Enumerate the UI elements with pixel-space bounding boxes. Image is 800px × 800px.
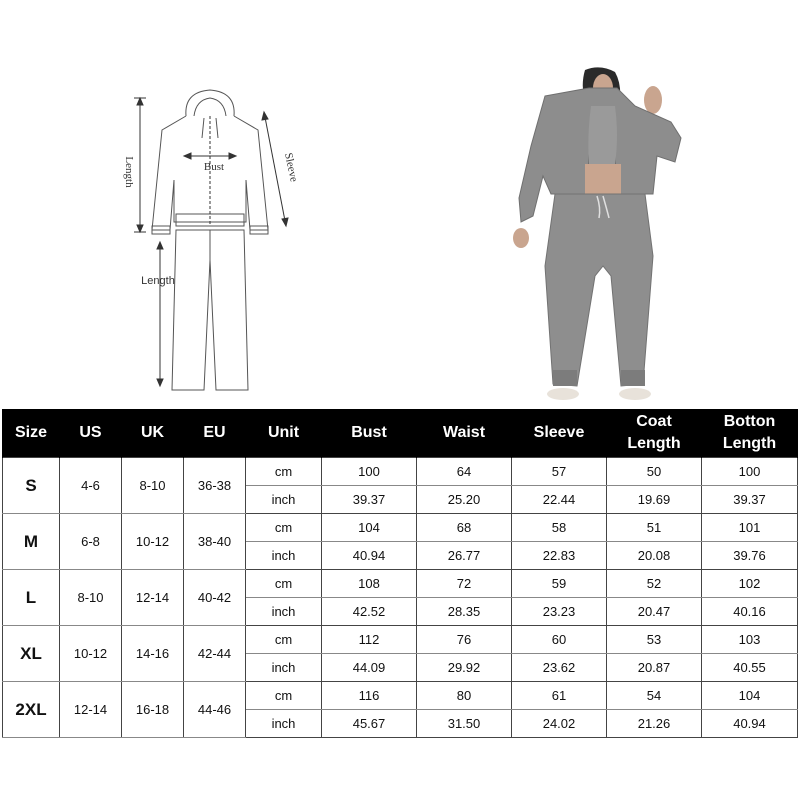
table-row xyxy=(3,626,798,654)
uk-cell: 14-16 xyxy=(122,626,184,682)
unit-cell: cm xyxy=(246,458,322,486)
sleeve-cell: 24.02 xyxy=(512,710,607,738)
table-row xyxy=(3,458,798,486)
coat-length-cell: 52 xyxy=(607,570,702,598)
header-uk: UK xyxy=(122,409,184,458)
bust-cell: 116 xyxy=(322,682,417,710)
bust-cell: 112 xyxy=(322,626,417,654)
sleeve-cell: 22.83 xyxy=(512,542,607,570)
us-cell: 10-12 xyxy=(60,626,122,682)
header-bust: Bust xyxy=(322,409,417,458)
header-bottom-length-line2: Length xyxy=(722,435,777,452)
header-bottom-length xyxy=(702,409,798,458)
header-eu: EU xyxy=(184,409,246,458)
size-cell: 2XL xyxy=(3,682,60,738)
waist-cell: 26.77 xyxy=(417,542,512,570)
bottom-length-cell: 39.37 xyxy=(702,486,798,514)
bust-cell: 45.67 xyxy=(322,710,417,738)
waist-cell: 28.35 xyxy=(417,598,512,626)
waist-cell: 64 xyxy=(417,458,512,486)
us-cell: 6-8 xyxy=(60,514,122,570)
bust-label: Bust xyxy=(203,161,225,173)
length-top-label: Length xyxy=(123,156,135,188)
size-cell: S xyxy=(3,458,60,514)
length-bottom-label: Length xyxy=(141,275,175,287)
us-cell: 12-14 xyxy=(60,682,122,738)
coat-length-cell: 21.26 xyxy=(607,710,702,738)
unit-cell: inch xyxy=(246,654,322,682)
coat-length-cell: 20.47 xyxy=(607,598,702,626)
us-cell: 8-10 xyxy=(60,570,122,626)
sleeve-cell: 23.62 xyxy=(512,654,607,682)
header-coat-length-line1: Coat xyxy=(636,413,672,430)
unit-cell: inch xyxy=(246,542,322,570)
eu-cell: 36-38 xyxy=(184,458,246,514)
header-coat-length-line2: Length xyxy=(627,435,681,452)
us-cell: 4-6 xyxy=(60,458,122,514)
unit-cell: inch xyxy=(246,598,322,626)
bottom-length-cell: 103 xyxy=(702,626,798,654)
garment-measurement-diagram xyxy=(100,80,320,400)
unit-cell: inch xyxy=(246,710,322,738)
unit-cell: cm xyxy=(246,570,322,598)
bust-cell: 40.94 xyxy=(322,542,417,570)
waist-cell: 29.92 xyxy=(417,654,512,682)
uk-cell: 8-10 xyxy=(122,458,184,514)
bust-cell: 44.09 xyxy=(322,654,417,682)
eu-cell: 44-46 xyxy=(184,682,246,738)
bust-cell: 42.52 xyxy=(322,598,417,626)
waist-cell: 31.50 xyxy=(417,710,512,738)
product-photo xyxy=(505,66,695,404)
bottom-length-cell: 102 xyxy=(702,570,798,598)
bust-cell: 108 xyxy=(322,570,417,598)
bust-cell: 100 xyxy=(322,458,417,486)
coat-length-cell: 20.87 xyxy=(607,654,702,682)
waist-cell: 68 xyxy=(417,514,512,542)
coat-length-cell: 20.08 xyxy=(607,542,702,570)
eu-cell: 42-44 xyxy=(184,626,246,682)
table-row xyxy=(3,514,798,542)
bottom-length-cell: 40.94 xyxy=(702,710,798,738)
coat-length-cell: 50 xyxy=(607,458,702,486)
sleeve-cell: 57 xyxy=(512,458,607,486)
coat-length-cell: 51 xyxy=(607,514,702,542)
sleeve-cell: 22.44 xyxy=(512,486,607,514)
header-coat-length xyxy=(607,409,702,458)
waist-cell: 25.20 xyxy=(417,486,512,514)
unit-cell: inch xyxy=(246,486,322,514)
sleeve-label: Sleeve xyxy=(282,151,300,183)
bottom-length-cell: 39.76 xyxy=(702,542,798,570)
jogger-pants xyxy=(545,194,653,386)
header-sleeve: Sleeve xyxy=(512,409,607,458)
unit-cell: cm xyxy=(246,514,322,542)
coat-length-cell: 53 xyxy=(607,626,702,654)
sleeve-cell: 59 xyxy=(512,570,607,598)
size-cell: XL xyxy=(3,626,60,682)
table-header-row xyxy=(3,409,798,458)
eu-cell: 40-42 xyxy=(184,570,246,626)
size-cell: L xyxy=(3,570,60,626)
size-cell: M xyxy=(3,514,60,570)
coat-length-cell: 54 xyxy=(607,682,702,710)
unit-cell: cm xyxy=(246,626,322,654)
header-size: Size xyxy=(3,409,60,458)
table-row xyxy=(3,570,798,598)
waist-cell: 72 xyxy=(417,570,512,598)
header-us: US xyxy=(60,409,122,458)
coat-length-cell: 19.69 xyxy=(607,486,702,514)
waist-cell: 80 xyxy=(417,682,512,710)
bust-cell: 104 xyxy=(322,514,417,542)
uk-cell: 12-14 xyxy=(122,570,184,626)
size-chart-table xyxy=(2,409,798,738)
waist-cell: 76 xyxy=(417,626,512,654)
eu-cell: 38-40 xyxy=(184,514,246,570)
header-unit: Unit xyxy=(246,409,322,458)
sleeve-cell: 60 xyxy=(512,626,607,654)
bottom-length-cell: 40.16 xyxy=(702,598,798,626)
table-row xyxy=(3,682,798,710)
sleeve-cell: 23.23 xyxy=(512,598,607,626)
bottom-length-cell: 101 xyxy=(702,514,798,542)
bottom-length-cell: 104 xyxy=(702,682,798,710)
sleeve-cell: 58 xyxy=(512,514,607,542)
unit-cell: cm xyxy=(246,682,322,710)
bottom-length-cell: 100 xyxy=(702,458,798,486)
header-waist: Waist xyxy=(417,409,512,458)
sleeve-cell: 61 xyxy=(512,682,607,710)
uk-cell: 10-12 xyxy=(122,514,184,570)
header-bottom-length-line1: Botton xyxy=(723,413,776,430)
bottom-length-cell: 40.55 xyxy=(702,654,798,682)
uk-cell: 16-18 xyxy=(122,682,184,738)
bust-cell: 39.37 xyxy=(322,486,417,514)
